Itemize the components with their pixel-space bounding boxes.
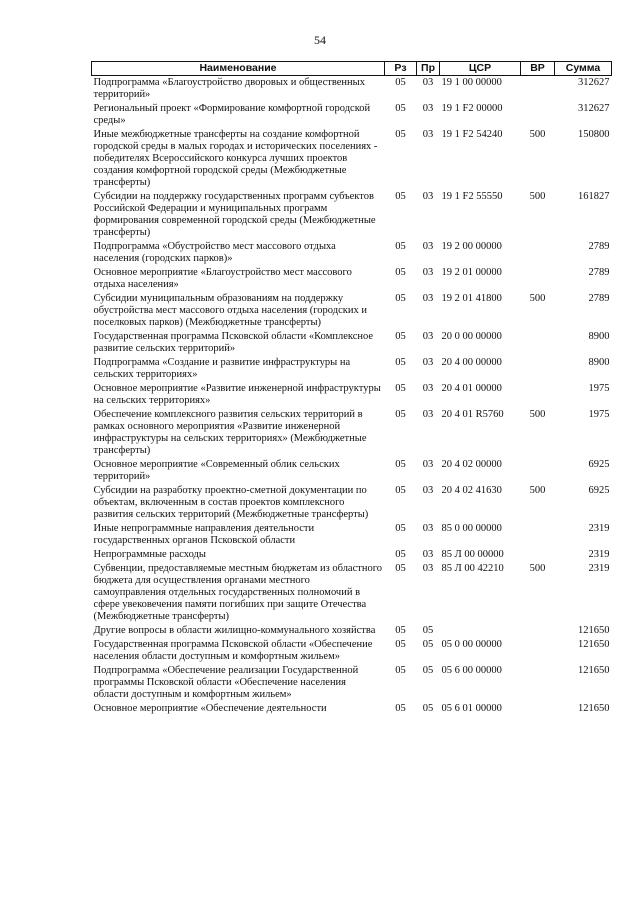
table-row bbox=[92, 638, 612, 664]
table-row bbox=[92, 484, 612, 522]
cell-rz: 05 bbox=[395, 639, 406, 650]
table-row bbox=[92, 76, 612, 103]
table-row bbox=[92, 522, 612, 548]
cell-sum: 2789 bbox=[588, 293, 610, 304]
cell-vr bbox=[521, 638, 555, 664]
cell-pr: 03 bbox=[422, 485, 434, 496]
table-row bbox=[92, 356, 612, 382]
cell-name: Иные межбюджетные трансферты на создание комфортной городской среды в малых городах и исторических поселениях - победителях Всероссийского конкурса лучших проектов создания комфортной городской среды (Межбюджетные трансферты) bbox=[93, 129, 378, 188]
cell-name: Субвенции, предоставляемые местным бюджетам из областного бюджета для осуществления органами местного самоуправления отдельных государственных полномочий в сфере увековечения памяти погибших при защите Отечества (Межбюджетные трансферты) bbox=[93, 563, 383, 622]
table-row bbox=[92, 128, 612, 190]
cell-vr bbox=[521, 548, 555, 562]
table-row bbox=[92, 190, 612, 240]
cell-csr: 19 1 00 00000 bbox=[441, 77, 502, 88]
table-body bbox=[92, 76, 612, 717]
cell-name: Другие вопросы в области жилищно-коммунального хозяйства bbox=[93, 625, 376, 636]
cell-name: Государственная программа Псковской области «Комплексное развитие сельских территорий» bbox=[93, 331, 374, 354]
cell-sum: 2319 bbox=[588, 563, 610, 574]
table-row bbox=[92, 240, 612, 266]
cell-vr: 500 bbox=[529, 191, 546, 202]
cell-csr: 85 Л 00 42210 bbox=[441, 563, 504, 574]
table-row bbox=[92, 382, 612, 408]
cell-pr: 03 bbox=[422, 549, 434, 560]
cell-pr: 03 bbox=[422, 77, 434, 88]
cell-csr: 20 4 00 00000 bbox=[441, 357, 502, 368]
cell-csr: 85 0 00 00000 bbox=[441, 523, 502, 534]
table-row bbox=[92, 330, 612, 356]
cell-vr: 500 bbox=[529, 485, 546, 496]
cell-sum: 2319 bbox=[588, 523, 610, 534]
cell-sum: 121650 bbox=[578, 625, 610, 636]
cell-name: Подпрограмма «Обеспечение реализации Государственной программы Псковской области «Обеспечение населения области доступным и комфортным жильем» bbox=[93, 665, 359, 700]
cell-sum: 1975 bbox=[588, 409, 610, 420]
cell-rz: 05 bbox=[395, 485, 406, 496]
cell-sum: 121650 bbox=[578, 639, 610, 650]
cell-sum: 6925 bbox=[588, 485, 610, 496]
table-row bbox=[92, 664, 612, 702]
table-row bbox=[92, 562, 612, 624]
cell-rz: 05 bbox=[395, 625, 406, 636]
cell-pr: 05 bbox=[422, 639, 434, 650]
cell-vr bbox=[521, 382, 555, 408]
cell-sum: 8900 bbox=[588, 357, 610, 368]
cell-vr bbox=[521, 330, 555, 356]
cell-rz: 05 bbox=[395, 267, 406, 278]
cell-name: Непрограммные расходы bbox=[93, 549, 206, 560]
cell-csr: 20 4 02 41630 bbox=[441, 485, 502, 496]
cell-sum: 1975 bbox=[588, 383, 610, 394]
cell-csr: 20 4 01 R5760 bbox=[441, 409, 504, 420]
cell-csr: 19 2 01 41800 bbox=[441, 293, 502, 304]
cell-vr bbox=[521, 664, 555, 702]
table-row bbox=[92, 458, 612, 484]
cell-pr: 03 bbox=[422, 383, 434, 394]
cell-vr bbox=[521, 102, 555, 128]
table-header-row bbox=[92, 62, 612, 76]
cell-sum: 2789 bbox=[588, 241, 610, 252]
cell-vr bbox=[521, 240, 555, 266]
table-row bbox=[92, 102, 612, 128]
cell-vr: 500 bbox=[529, 563, 546, 574]
cell-name: Иные непрограммные направления деятельности государственных органов Псковской области bbox=[93, 523, 315, 546]
cell-sum: 312627 bbox=[578, 103, 610, 114]
cell-pr: 05 bbox=[422, 665, 434, 676]
table-row bbox=[92, 266, 612, 292]
cell-csr: 19 2 01 00000 bbox=[441, 267, 502, 278]
cell-pr: 03 bbox=[422, 409, 434, 420]
cell-rz: 05 bbox=[395, 459, 406, 470]
cell-vr: 500 bbox=[529, 129, 546, 140]
table-row bbox=[92, 702, 612, 716]
cell-name: Основное мероприятие «Благоустройство мест массового отдыха населения» bbox=[93, 267, 352, 290]
cell-rz: 05 bbox=[395, 241, 406, 252]
cell-rz: 05 bbox=[395, 549, 406, 560]
header-rz: Рз bbox=[385, 62, 417, 76]
cell-rz: 05 bbox=[395, 77, 406, 88]
cell-pr: 03 bbox=[422, 267, 434, 278]
cell-vr bbox=[521, 702, 555, 716]
cell-rz: 05 bbox=[395, 665, 406, 676]
cell-rz: 05 bbox=[395, 563, 406, 574]
cell-csr: 20 4 01 00000 bbox=[441, 383, 502, 394]
cell-rz: 05 bbox=[395, 523, 406, 534]
cell-vr bbox=[521, 624, 555, 638]
cell-sum: 312627 bbox=[578, 77, 610, 88]
cell-csr: 19 1 F2 55550 bbox=[441, 191, 503, 202]
cell-vr: 500 bbox=[529, 409, 546, 420]
table-row bbox=[92, 408, 612, 458]
cell-name: Подпрограмма «Обустройство мест массового отдыха населения (городских парков)» bbox=[93, 241, 336, 264]
cell-name: Основное мероприятие «Обеспечение деятельности bbox=[93, 703, 327, 714]
cell-sum: 8900 bbox=[588, 331, 610, 342]
cell-rz: 05 bbox=[395, 191, 406, 202]
cell-rz: 05 bbox=[395, 293, 406, 304]
header-name: Наименование bbox=[92, 62, 385, 76]
cell-pr: 03 bbox=[422, 331, 434, 342]
cell-name: Обеспечение комплексного развития сельских территорий в рамках основного мероприятия «Развитие инженерной инфраструктуры на сельских территориях» (Межбюджетные трансферты) bbox=[93, 409, 367, 456]
cell-csr: 85 Л 00 00000 bbox=[441, 549, 504, 560]
cell-name: Региональный проект «Формирование комфортной городской среды» bbox=[93, 103, 371, 126]
cell-pr: 03 bbox=[422, 523, 434, 534]
cell-sum: 2789 bbox=[588, 267, 610, 278]
cell-pr: 05 bbox=[422, 703, 434, 714]
cell-sum: 6925 bbox=[588, 459, 610, 470]
cell-pr: 03 bbox=[422, 563, 434, 574]
cell-csr: 20 0 00 00000 bbox=[441, 331, 502, 342]
cell-pr: 03 bbox=[422, 191, 434, 202]
cell-csr: 19 1 F2 54240 bbox=[441, 129, 503, 140]
cell-sum: 2319 bbox=[588, 549, 610, 560]
header-csr: ЦСР bbox=[440, 62, 521, 76]
cell-pr: 03 bbox=[422, 103, 434, 114]
cell-vr bbox=[521, 76, 555, 103]
cell-pr: 03 bbox=[422, 459, 434, 470]
cell-name: Подпрограмма «Создание и развитие инфраструктуры на сельских территориях» bbox=[93, 357, 351, 380]
cell-rz: 05 bbox=[395, 383, 406, 394]
cell-vr: 500 bbox=[529, 293, 546, 304]
cell-csr: 19 1 F2 00000 bbox=[441, 103, 503, 114]
cell-vr bbox=[521, 458, 555, 484]
cell-pr: 03 bbox=[422, 293, 434, 304]
cell-csr: 05 6 01 00000 bbox=[441, 703, 502, 714]
cell-name: Основное мероприятие «Развитие инженерной инфраструктуры на сельских территориях» bbox=[93, 383, 381, 406]
budget-table bbox=[91, 61, 612, 716]
cell-csr: 05 6 00 00000 bbox=[441, 665, 502, 676]
cell-name: Государственная программа Псковской области «Обеспечение населения области доступным и комфортным жильем» bbox=[93, 639, 373, 662]
cell-rz: 05 bbox=[395, 357, 406, 368]
cell-pr: 05 bbox=[422, 625, 434, 636]
table-row bbox=[92, 548, 612, 562]
cell-rz: 05 bbox=[395, 409, 406, 420]
cell-rz: 05 bbox=[395, 331, 406, 342]
cell-name: Субсидии на поддержку государственных программ субъектов Российской Федерации и муниципальных программ формирования современной городской среды (Межбюджетные трансферты) bbox=[93, 191, 376, 238]
page-number: 54 bbox=[314, 33, 326, 47]
cell-sum: 121650 bbox=[578, 703, 610, 714]
cell-vr bbox=[521, 522, 555, 548]
header-pr: Пр bbox=[417, 62, 440, 76]
table-row bbox=[92, 624, 612, 638]
cell-vr bbox=[521, 266, 555, 292]
table-row bbox=[92, 292, 612, 330]
cell-pr: 03 bbox=[422, 241, 434, 252]
cell-csr: 20 4 02 00000 bbox=[441, 459, 502, 470]
cell-rz: 05 bbox=[395, 703, 406, 714]
cell-pr: 03 bbox=[422, 129, 434, 140]
header-sum: Сумма bbox=[555, 62, 612, 76]
cell-csr bbox=[440, 624, 521, 638]
cell-rz: 05 bbox=[395, 103, 406, 114]
cell-name: Субсидии муниципальным образованиям на поддержку обустройства мест массового отдыха населения (городских и поселковых парков) (Межбюджетные трансферты) bbox=[93, 293, 367, 328]
cell-name: Основное мероприятие «Современный облик сельских территорий» bbox=[93, 459, 340, 482]
cell-csr: 19 2 00 00000 bbox=[441, 241, 502, 252]
cell-name: Подпрограмма «Благоустройство дворовых и общественных территорий» bbox=[93, 77, 365, 100]
cell-pr: 03 bbox=[422, 357, 434, 368]
cell-sum: 121650 bbox=[578, 665, 610, 676]
cell-csr: 05 0 00 00000 bbox=[441, 639, 502, 650]
cell-vr bbox=[521, 356, 555, 382]
cell-sum: 161827 bbox=[578, 191, 610, 202]
cell-name: Субсидии на разработку проектно-сметной документации по объектам, включенным в состав проектов комплексного развития сельских территорий (Межбюджетные трансферты) bbox=[93, 485, 369, 520]
cell-rz: 05 bbox=[395, 129, 406, 140]
header-vr: ВР bbox=[521, 62, 555, 76]
cell-sum: 150800 bbox=[578, 129, 610, 140]
